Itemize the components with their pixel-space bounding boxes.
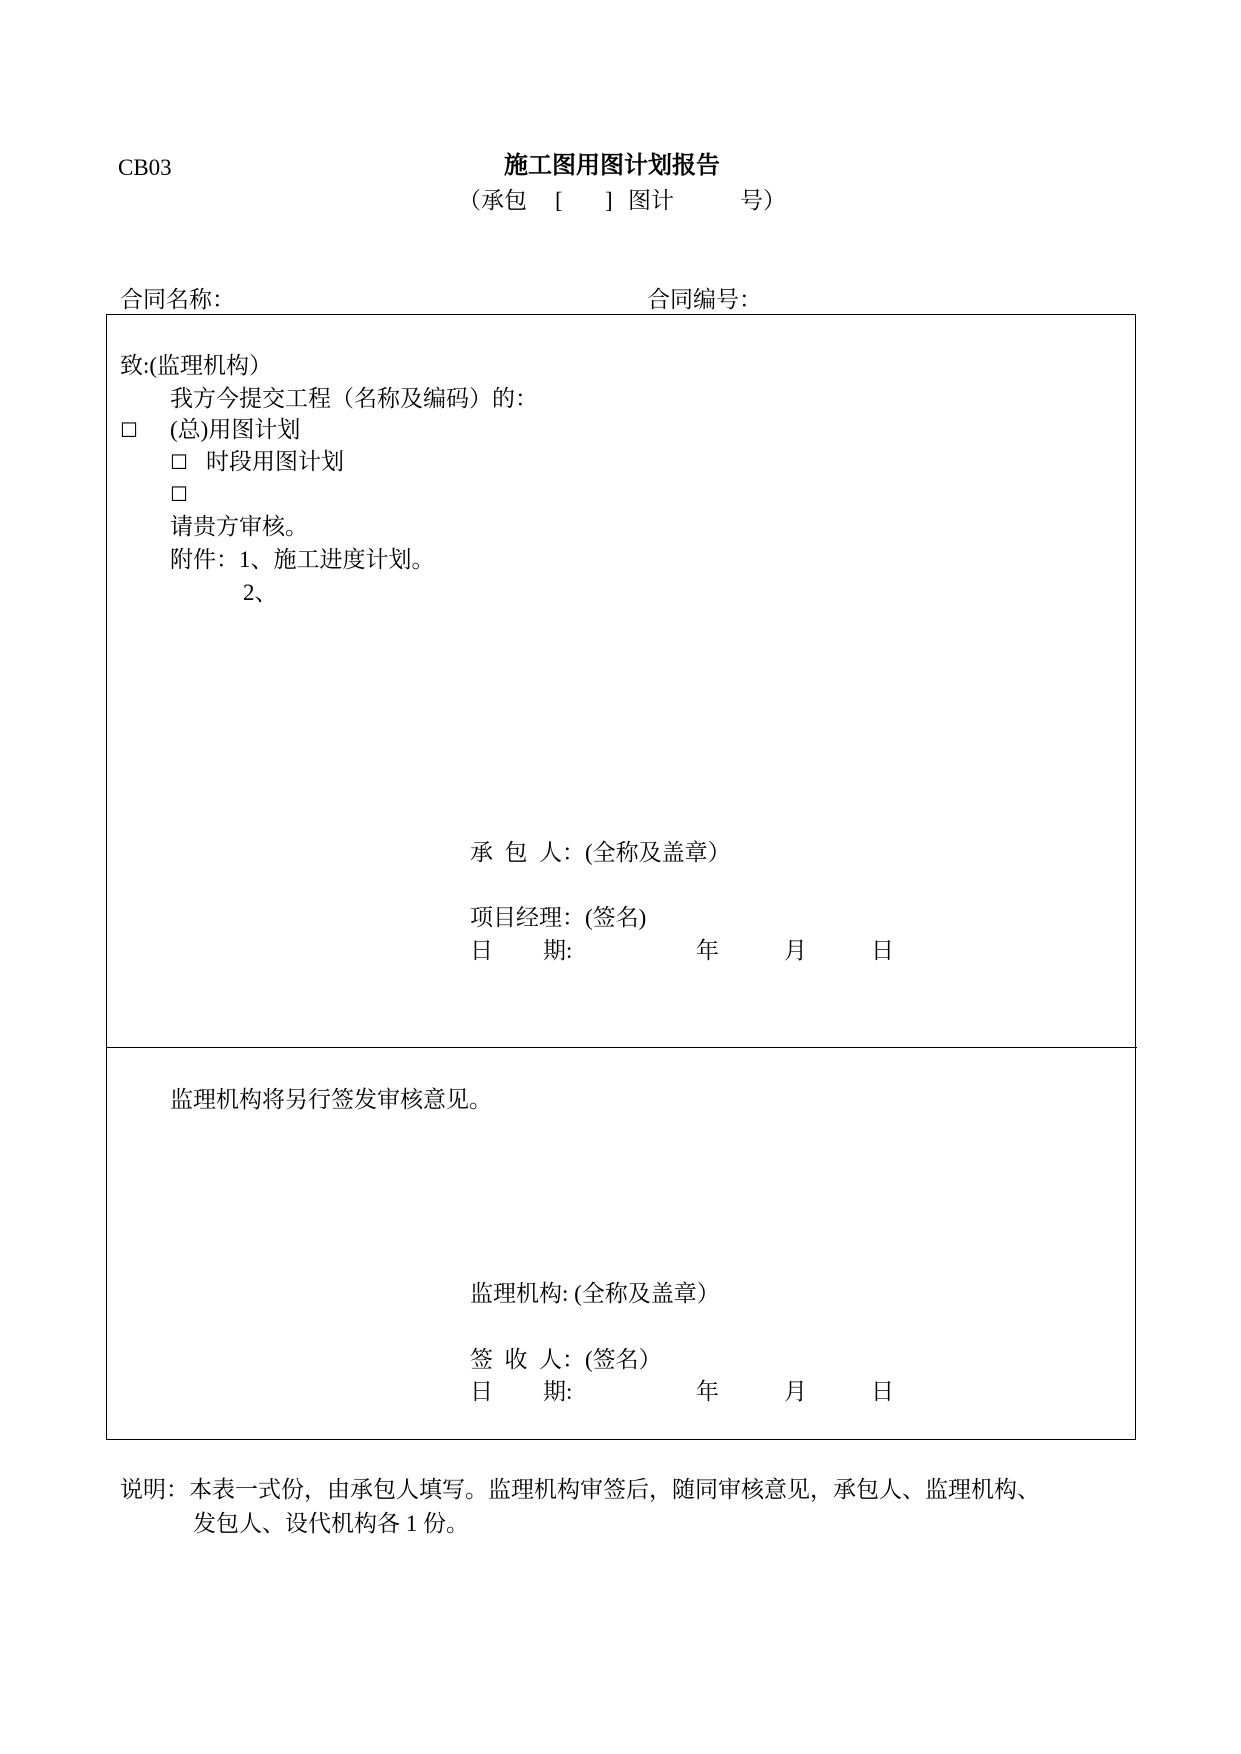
option-period-plan-label: 时段用图计划 [206, 449, 344, 474]
contractor-label: 承 包 人：(全称及盖章） [470, 840, 731, 865]
subtitle-bracket-open: [ [555, 188, 563, 213]
form-table [106, 314, 1136, 1440]
attachment-2: 2、 [243, 580, 278, 605]
year-label: 年 [696, 938, 719, 963]
subtitle-close: 号） [740, 188, 786, 213]
receiver-label: 签 收 人：(签名） [470, 1347, 662, 1372]
contract-number-label: 合同编号： [647, 287, 762, 312]
attachment-label: 附件：1、施工进度计划。 [170, 547, 435, 572]
day-label: 日 [871, 1379, 894, 1404]
project-manager-label: 项目经理：(签名) [470, 905, 647, 930]
day-label: 日 [871, 938, 894, 963]
intro-text: 我方今提交工程（名称及编码）的： [170, 386, 538, 411]
footer-note-line1: 说明：本表一式份，由承包人填写。监理机构审签后，随同审核意见，承包人、监理机构、 [120, 1477, 1040, 1502]
date-label-char2: 期: [543, 1379, 573, 1404]
form-code: CB03 [118, 155, 172, 180]
date-label-char2: 期: [543, 938, 573, 963]
year-label: 年 [696, 1379, 719, 1404]
subtitle-mid: 图计 [628, 188, 674, 213]
supervisor-note: 监理机构将另行签发审核意见。 [170, 1087, 492, 1112]
month-label: 月 [784, 1379, 807, 1404]
month-label: 月 [784, 938, 807, 963]
subtitle-open: （承包 [458, 188, 527, 213]
checkbox-general-plan[interactable]: ☐ [120, 418, 138, 442]
to-line: 致:(监理机构） [120, 353, 273, 378]
section-divider [106, 1047, 1137, 1048]
checkbox-other[interactable]: ☐ [170, 482, 188, 506]
contract-name-label: 合同名称： [120, 287, 235, 312]
request-text: 请贵方审核。 [170, 514, 308, 539]
footer-note-line2: 发包人、设代机构各 1 份。 [193, 1511, 469, 1536]
form-title: 施工图用图计划报告 [504, 153, 720, 179]
subtitle-bracket-close: ] [605, 188, 613, 213]
option-general-plan-label: (总)用图计划 [170, 417, 301, 442]
date-label-char1: 日 [470, 1379, 493, 1404]
checkbox-period-plan[interactable]: ☐ [170, 450, 188, 474]
supervisor-label: 监理机构: (全称及盖章） [470, 1281, 720, 1306]
date-label-char1: 日 [470, 938, 493, 963]
